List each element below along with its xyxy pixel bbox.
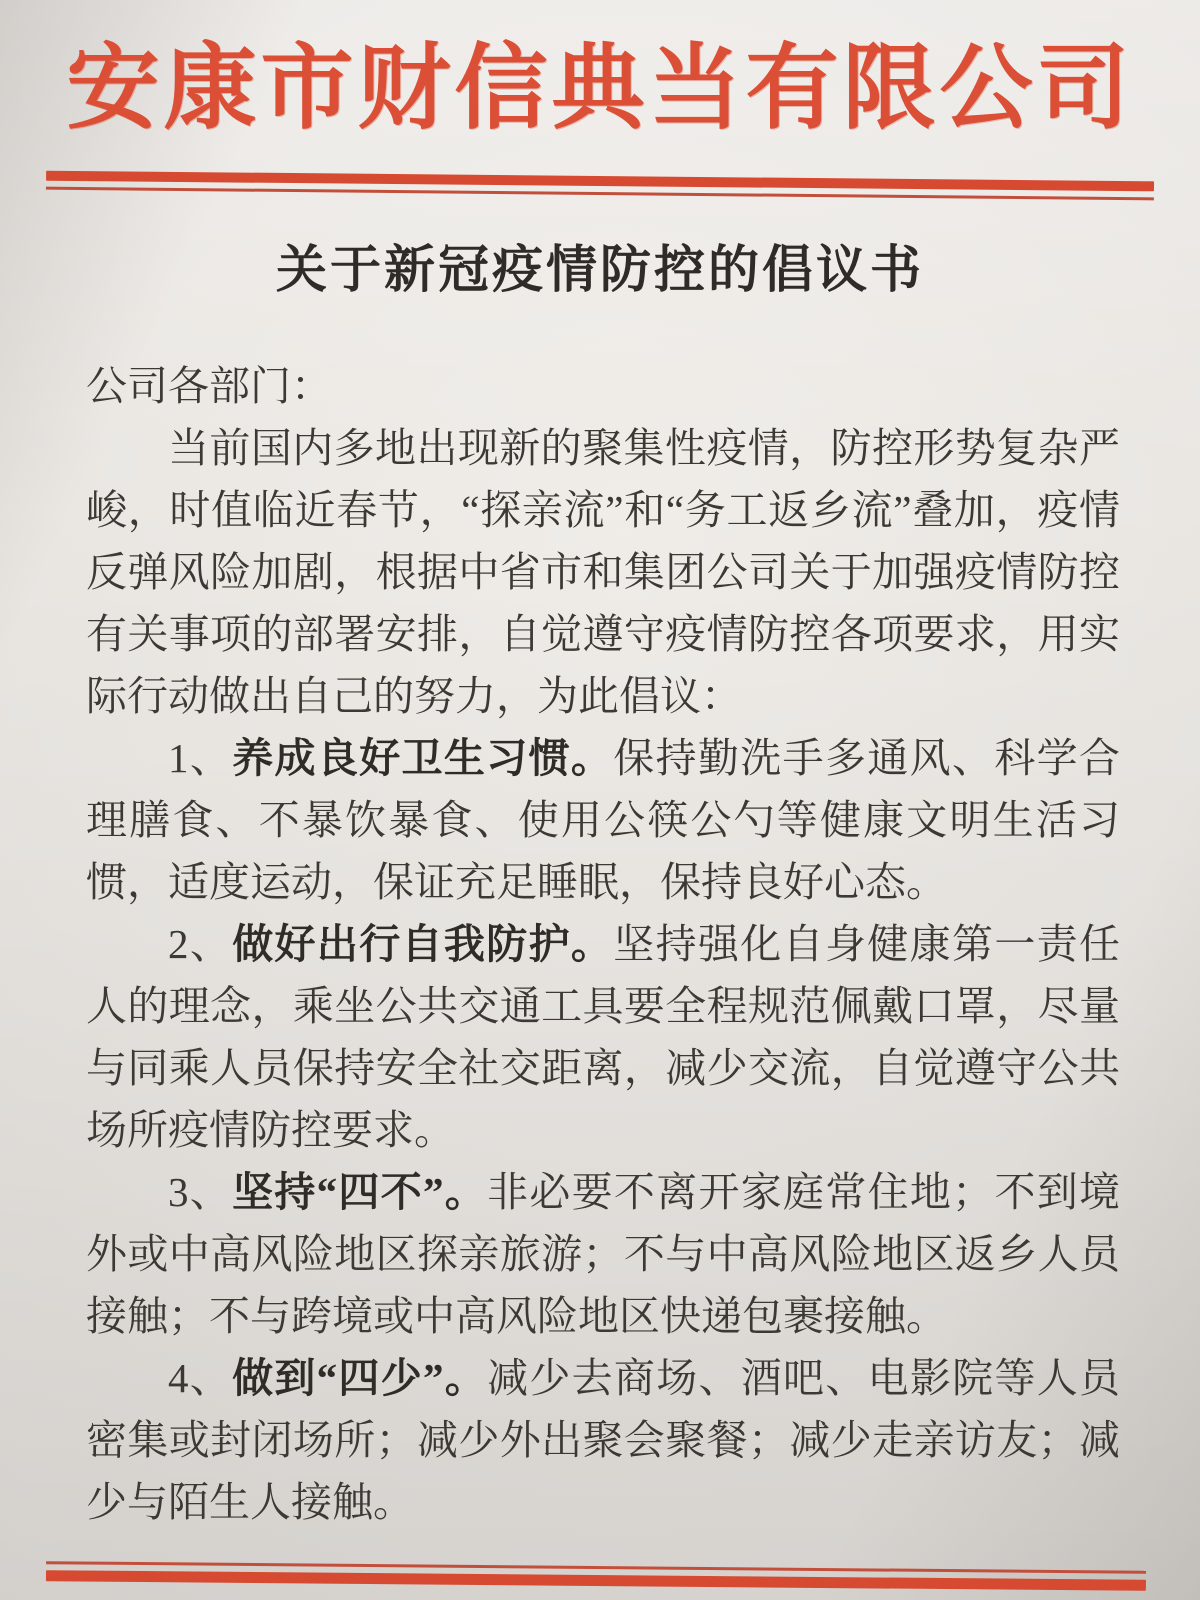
item-2-number: 2、 [168, 921, 233, 967]
item-2-text: 坚持强化自身健康第一责任人的理念，乘坐公共交通工具要全程规范佩戴口罩，尽量与同乘人员保持安全社交距离，减少交流，自觉遵守公共场所疫情防控要求。 [86, 921, 1121, 1153]
item-paragraph-4 [86, 1347, 1120, 1533]
document-body [86, 355, 1120, 1533]
footer-divider [46, 1561, 1146, 1591]
item-paragraph-2 [86, 913, 1120, 1161]
item-4-text: 减少去商场、酒吧、电影院等人员密集或封闭场所；减少外出聚会聚餐；减少走亲访友；减少与陌生人接触。 [86, 1355, 1121, 1525]
footer-thick-line [46, 1570, 1146, 1591]
salutation: 公司各部门： [86, 363, 332, 409]
item-paragraph-3 [86, 1161, 1120, 1347]
item-1-number: 1、 [168, 735, 233, 781]
item-3-lead: 坚持“四不”。 [232, 1169, 488, 1215]
letterhead-divider [46, 171, 1154, 201]
item-3-text: 非必要不离开家庭常住地；不到境外或中高风险地区探亲旅游；不与中高风险地区返乡人员接触；不与跨境或中高风险地区快递包裹接触。 [86, 1169, 1121, 1339]
document-title: 关于新冠疫情防控的倡议书 [275, 243, 924, 299]
intro-paragraph: 当前国内多地出现新的聚集性疫情，防控形势复杂严峻，时值临近春节，“探亲流”和“务工返乡流”叠加，疫情反弹风险加剧，根据中省市和集团公司关于加强疫情防控有关事项的部署安排，自觉遵守疫情防控各项要求，用实际行动做出自己的努力，为此倡议： [86, 425, 1120, 719]
item-1-text: 保持勤洗手多通风、科学合理膳食、不暴饮暴食、使用公筷公勺等健康文明生活习惯，适度运动，保证充足睡眠，保持良好心态。 [86, 735, 1121, 905]
item-4-number: 4、 [168, 1355, 233, 1401]
item-paragraph-1 [86, 727, 1120, 913]
letterhead-company-name: 安康市财信典当有限公司 [66, 38, 1134, 141]
item-2-lead: 做好出行自我防护。 [232, 921, 614, 967]
item-1-lead: 养成良好卫生习惯。 [232, 735, 614, 781]
item-4-lead: 做到“四少”。 [232, 1355, 488, 1401]
item-3-number: 3、 [168, 1169, 233, 1215]
